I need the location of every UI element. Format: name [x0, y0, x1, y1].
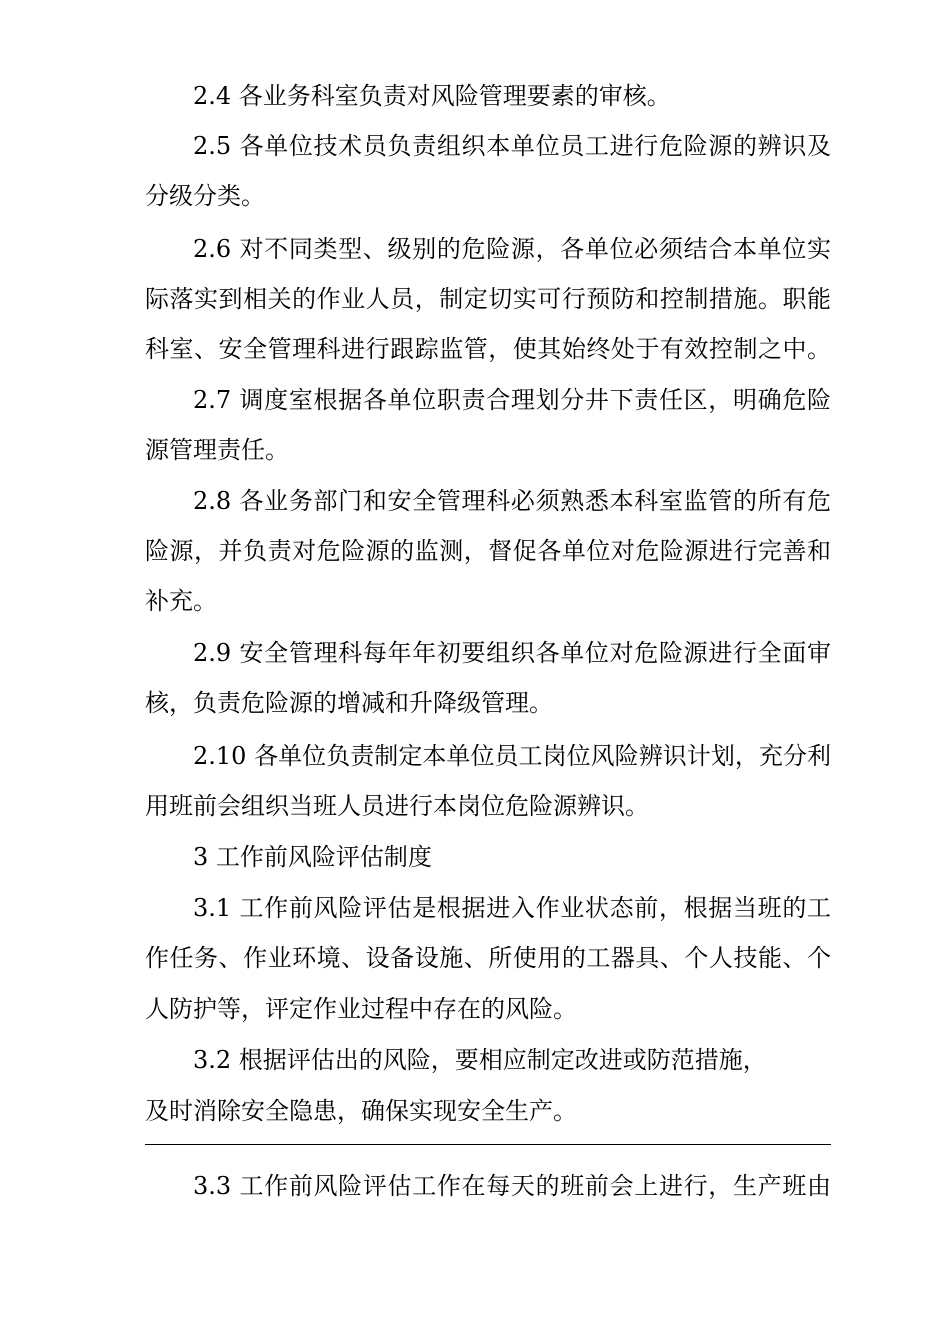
- paragraph-line: 2.5 各单位技术员负责组织本单位员工进行危险源的辨识及: [193, 132, 831, 160]
- paragraph-line: 源管理责任。: [145, 436, 289, 464]
- paragraph-line: 3.3 工作前风险评估工作在每天的班前会上进行，生产班由: [193, 1172, 831, 1200]
- paragraph-line: 2.9 安全管理科每年年初要组织各单位对危险源进行全面审: [193, 639, 831, 667]
- paragraph-line: 2.4 各业务科室负责对风险管理要素的审核。: [193, 82, 671, 110]
- paragraph-line: 分级分类。: [145, 182, 265, 210]
- paragraph-line: 补充。: [145, 587, 217, 615]
- paragraph-line: 作任务、作业环境、设备设施、所使用的工器具、个人技能、个: [145, 944, 831, 972]
- paragraph-line: 3.1 工作前风险评估是根据进入作业状态前，根据当班的工: [193, 894, 831, 922]
- paragraph-line: 2.6 对不同类型、级别的危险源，各单位必须结合本单位实: [193, 235, 831, 263]
- paragraph-line: 2.7 调度室根据各单位职责合理划分井下责任区，明确危险: [193, 386, 831, 414]
- paragraph-line: 2.10 各单位负责制定本单位员工岗位风险辨识计划，充分利: [193, 742, 831, 770]
- paragraph-line: 际落实到相关的作业人员，制定切实可行预防和控制措施。职能: [145, 285, 831, 313]
- paragraph-line: 核，负责危险源的增减和升降级管理。: [145, 689, 553, 717]
- paragraph-line: 人防护等，评定作业过程中存在的风险。: [145, 995, 577, 1023]
- paragraph-line: 2.8 各业务部门和安全管理科必须熟悉本科室监管的所有危: [193, 487, 831, 515]
- paragraph-line: 及时消除安全隐患，确保实现安全生产。: [145, 1097, 577, 1125]
- paragraph-line: 3.2 根据评估出的风险，要相应制定改进或防范措施，: [193, 1046, 767, 1074]
- paragraph-line: 用班前会组织当班人员进行本岗位危险源辨识。: [145, 792, 649, 820]
- paragraph-line: 科室、安全管理科进行跟踪监管，使其始终处于有效控制之中。: [145, 335, 831, 363]
- horizontal-divider: [145, 1144, 831, 1145]
- section-heading: 3 工作前风险评估制度: [193, 843, 432, 871]
- paragraph-line: 险源，并负责对危险源的监测，督促各单位对危险源进行完善和: [145, 537, 831, 565]
